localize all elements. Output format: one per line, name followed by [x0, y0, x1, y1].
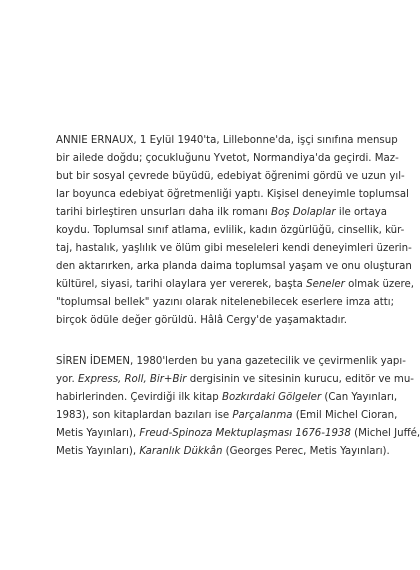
paragraph-line [56, 443, 390, 461]
text-run: (Emil Michel Cioran, [292, 410, 398, 421]
text-run: "toplumsal bellek" yazını olarak nitelenebilecek eserlere imza attı; [56, 297, 394, 308]
italic-title: Karanlık Dükkân [139, 446, 223, 457]
italic-title: Freud-Spinoza Mektuplaşması 1676-1938 [139, 428, 351, 439]
italic-title: Boş Dolaplar [270, 207, 336, 218]
paragraph-line [56, 312, 347, 330]
text-run: (Georges Perec, Metis Yayınları). [222, 446, 390, 457]
text-run: SİREN İDEMEN, 1980'lerden bu yana gazetecilik ve çevirmenlik yapı- [56, 356, 406, 367]
paragraph-line [56, 276, 415, 294]
paragraph-line [56, 294, 394, 312]
text-run: tarihi birleştiren unsurları daha ilk romanı [56, 207, 271, 218]
paragraph-line [56, 371, 414, 389]
text-run: taj, hastalık, yaşlılık ve ölüm gibi meseleleri kendi deneyimleri üzerin- [56, 243, 412, 254]
paragraph-line [56, 222, 405, 240]
text-run: koydu. Toplumsal sınıf atlama, evlilik, kadın özgürlüğü, cinsellik, kür- [56, 225, 405, 236]
paragraph-line [56, 204, 387, 222]
text-run: bir ailede doğdu; çocukluğunu Yvetot, Normandiya'da geçirdi. Maz- [56, 153, 399, 164]
paragraph-line [56, 389, 398, 407]
text-run: lar boyunca edebiyat öğretmenliği yaptı. Kişisel deneyimle toplumsal [56, 189, 409, 200]
italic-title: Seneler [306, 279, 345, 290]
paragraph-line [56, 168, 405, 186]
text-run: habirlerinden. Çevirdiği ilk kitap [56, 392, 222, 403]
text-run: Metis Yayınları), [56, 428, 140, 439]
italic-title: Parçalanma [232, 410, 293, 421]
text-run: ile ortaya [335, 207, 387, 218]
text-run: birçok ödüle değer görüldü. Hâlâ Cergy'de yaşamaktadır. [56, 315, 347, 326]
paragraph-line [56, 258, 412, 276]
text-run: 1983), son kitaplardan bazıları ise [56, 410, 233, 421]
text-run: Metis Yayınları), [56, 446, 140, 457]
italic-title: Bozkırdaki Gölgeler [221, 392, 322, 403]
paragraph-line [56, 240, 412, 258]
paragraph-line [56, 407, 398, 425]
italic-title: Express, Roll, Bir+Bir [78, 374, 187, 385]
text-run: olmak üzere, [344, 279, 415, 290]
paragraph-line [56, 353, 406, 371]
text-run: but bir sosyal çevrede büyüdü, edebiyat öğrenimi gördü ve uzun yıl- [56, 171, 405, 182]
paragraph-line [56, 425, 420, 443]
text-run: (Can Yayınları, [321, 392, 398, 403]
text-run: dergisinin ve sitesinin kurucu, editör ve mu- [186, 374, 414, 385]
paragraph-line [56, 186, 409, 204]
text-run: ANNIE ERNAUX, 1 Eylül 1940'ta, Lillebonne'da, işçi sınıfına mensup [56, 135, 398, 146]
text-run: kültürel, siyasi, tarihi olaylara yer vererek, başta [56, 279, 307, 290]
paragraph-line [56, 150, 399, 168]
text-run: den aktarırken, arka planda daima toplumsal yaşam ve onu oluşturan [56, 261, 412, 272]
paragraph-line [56, 132, 398, 150]
text-run: yor. [56, 374, 78, 385]
text-run: (Michel Juffé, [350, 428, 420, 439]
